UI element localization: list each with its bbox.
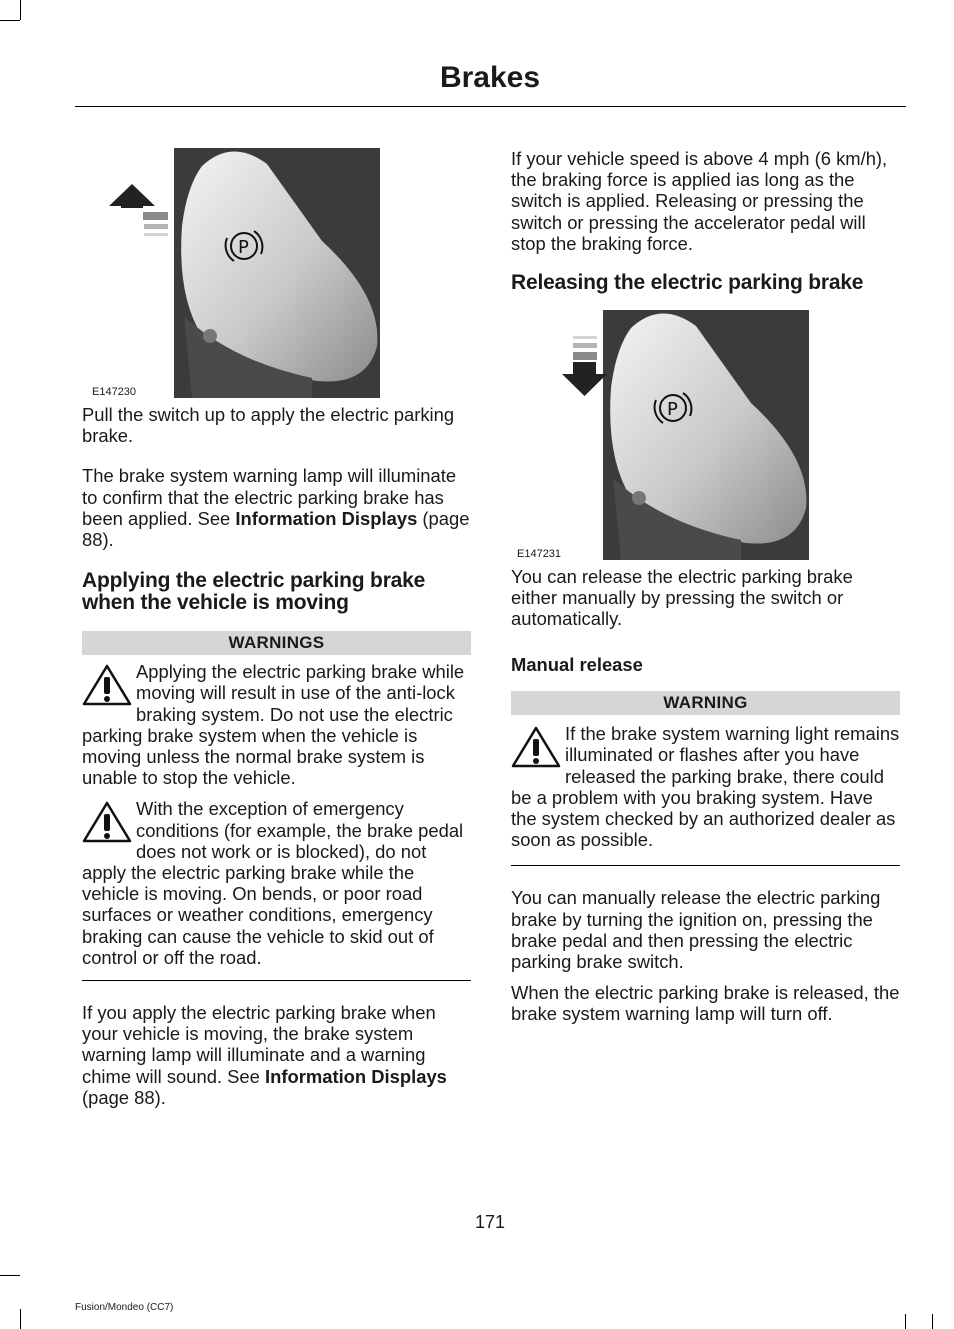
page-title: Brakes [439, 61, 541, 94]
warning-triangle-icon [82, 800, 132, 844]
warning-item: If the brake system warning light remains illuminated or flashes after you have released the parking brake, there could be a problem with you braking system. Have the system checked by an authorized dealer as soon as possible. [511, 723, 900, 851]
right-column [511, 146, 900, 1025]
figure-apply-switch [82, 146, 471, 400]
paragraph: The brake system warning lamp will illuminate to confirm that the electric parking brake has been applied. See Information Displays (page 88). [82, 465, 470, 551]
info-displays-link[interactable]: Information Displays [235, 507, 418, 529]
parking-brake-switch-image [511, 308, 900, 562]
info-displays-link[interactable]: Information Displays [265, 1065, 447, 1087]
paragraph: If your vehicle speed is above 4 mph (6 km/h), the braking force is applied ias long as the switch is applied. Releasing or pressing the switch or pressing the accelerator pedal will stop the braking force. [511, 148, 888, 254]
svg-text:P: P [667, 398, 678, 420]
svg-text:P: P [238, 237, 249, 258]
arrow-up-icon [109, 184, 155, 208]
title-rule [75, 106, 906, 107]
crop-mark [0, 1275, 20, 1276]
warning-triangle-icon [511, 725, 561, 769]
arrow-down-icon [562, 362, 607, 396]
figure-release-switch [511, 308, 900, 562]
paragraph: Pull the switch up to apply the electric parking brake. [82, 404, 455, 447]
warning-end-rule [511, 865, 900, 866]
figure-code: E147230 [92, 386, 137, 398]
warnings-end-rule [82, 980, 471, 981]
subheading: Manual release [511, 654, 643, 676]
crop-mark [0, 20, 20, 21]
warning-header: WARNING [511, 691, 900, 715]
warning-item: Applying the electric parking brake while moving will result in use of the anti-lock braking system. Do not use the electric parking brake system when the vehicle is moving unless the normal brake system is unable to stop the vehicle. [82, 661, 465, 789]
warning-triangle-icon [82, 663, 132, 707]
warning-item: With the exception of emergency conditions (for example, the brake pedal does not work or is blocked), do not apply the electric parking brake while the vehicle is moving. On bends, or poor road surfaces or weather conditions, emergency braking can cause the vehicle to skid out of control or off the road. [82, 798, 464, 968]
crop-mark [20, 0, 21, 20]
paragraph: When the electric parking brake is released, the brake system warning lamp will turn off. [511, 982, 900, 1025]
figure-code: E147231 [517, 547, 562, 560]
paragraph: You can manually release the electric parking brake by turning the ignition on, pressing the brake pedal and then pressing the electric parking brake switch. [511, 887, 881, 972]
paragraph: You can release the electric parking brake either manually by pressing the switch or automatically. [511, 565, 853, 629]
section-heading: Releasing the electric parking brake [511, 271, 864, 295]
page-number: 171 [474, 1212, 506, 1232]
crop-mark [20, 1309, 21, 1329]
crop-mark [905, 1314, 906, 1329]
left-column [82, 146, 471, 1108]
section-heading: Applying the electric parking brake when the vehicle is moving [82, 569, 426, 614]
parking-brake-switch-image [82, 146, 471, 400]
paragraph: If you apply the electric parking brake when your vehicle is moving, the brake system warning lamp will illuminate and a warning chime will sound. See Information Displays (page 88). [82, 1002, 447, 1108]
warnings-header: WARNINGS [82, 631, 471, 655]
footer-model: Fusion/Mondeo (CC7) [75, 1302, 174, 1313]
crop-mark [932, 1314, 933, 1329]
